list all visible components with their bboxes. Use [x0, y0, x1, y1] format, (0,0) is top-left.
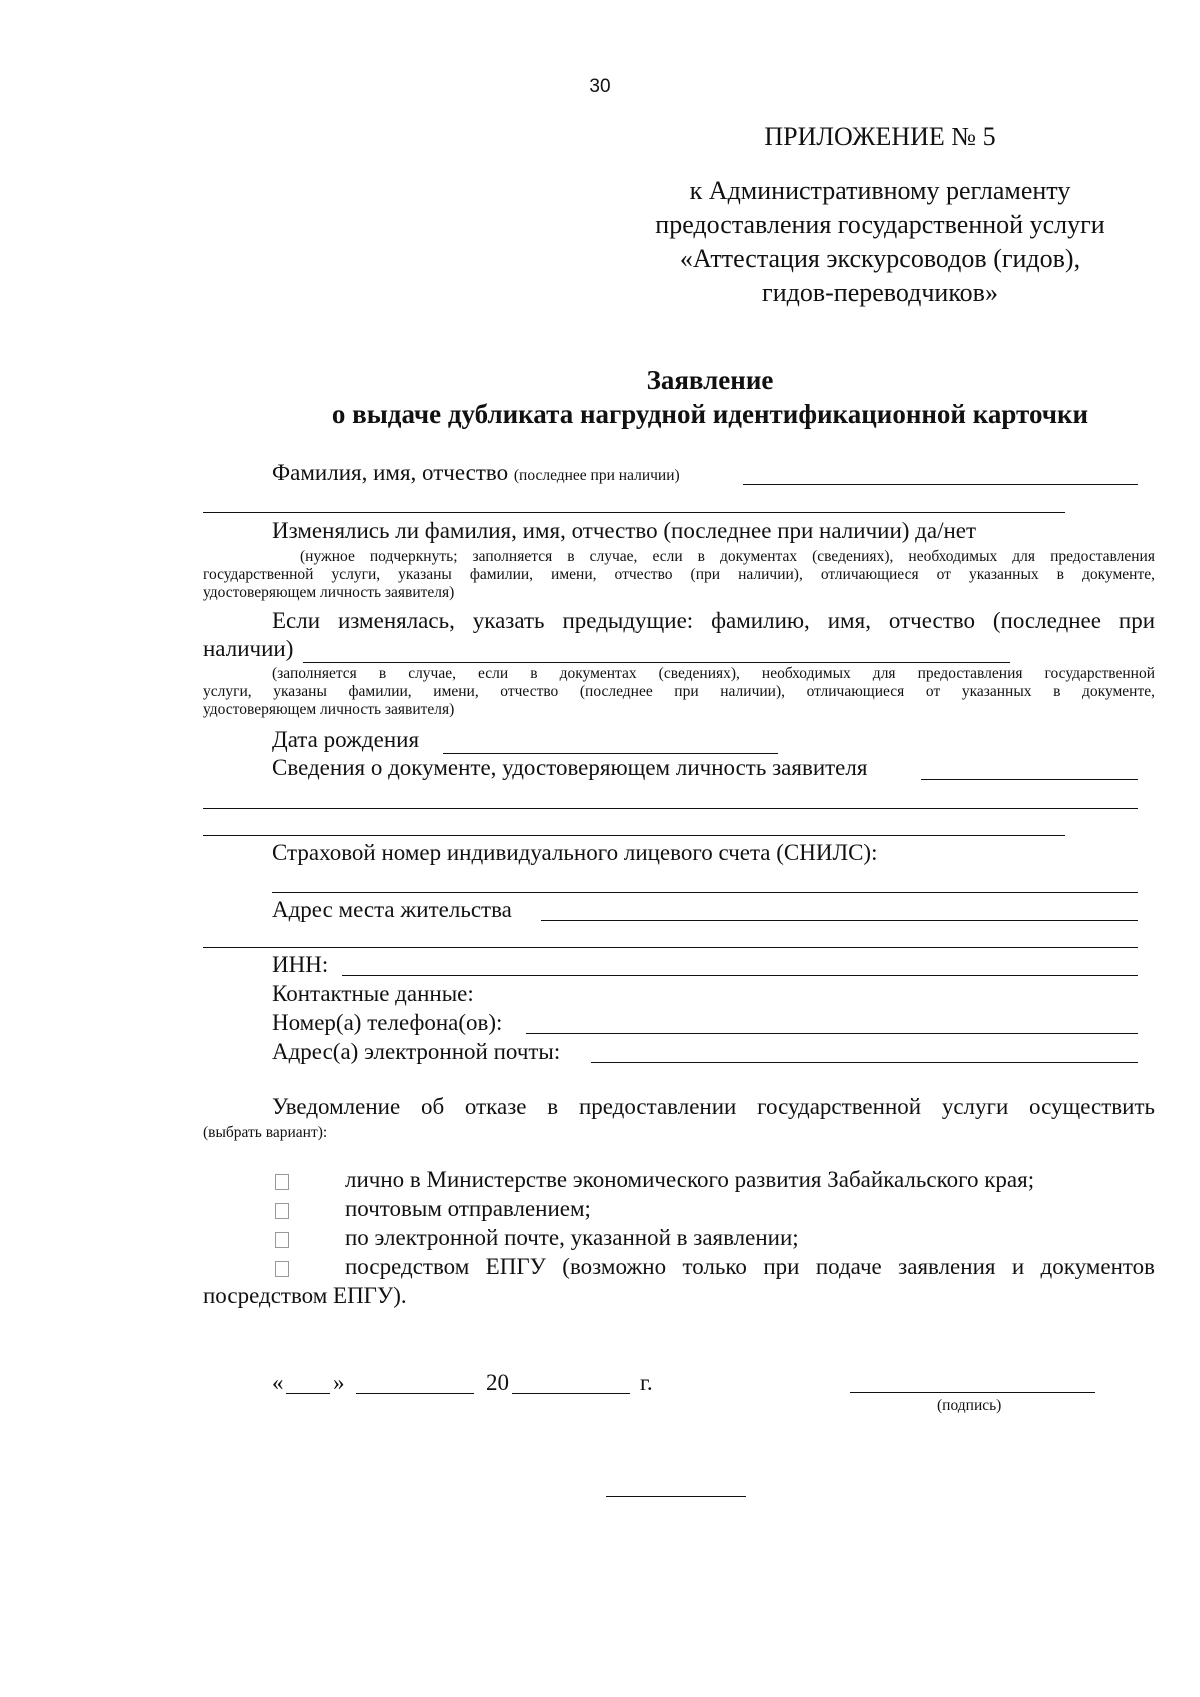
date-year-line[interactable] [512, 1393, 630, 1394]
option-4-label-cont: посредством ЕПГУ). [203, 1283, 407, 1308]
contacts-label: Контактные данные: [272, 981, 474, 1006]
signature-caption: (подпись) [937, 1397, 1002, 1414]
bottom-separator [606, 1496, 746, 1497]
date-year-suffix: г. [640, 1370, 653, 1395]
snils-input-line[interactable] [272, 892, 1138, 893]
snils-label: Страховой номер индивидуального лицевого счета (СНИЛС): [272, 840, 878, 865]
option-4-checkbox[interactable] [275, 1260, 289, 1278]
date-quote-close: » [333, 1370, 345, 1395]
signature-line[interactable] [850, 1392, 1095, 1393]
birth-date-input-line[interactable] [443, 753, 778, 754]
appendix-line-2: предоставления государственной услуги [655, 210, 1105, 239]
appendix-line-4: гидов-переводчиков» [762, 278, 998, 307]
doc-title: Заявление [646, 365, 774, 395]
email-label: Адрес(а) электронной почты: [272, 1039, 561, 1064]
prev-note-2: услуги, указаны фамилии, имени, отчество (последнее при наличии), отличающиеся от указанных в документе, [203, 683, 1155, 700]
prev-note-1: (заполняется в случае, если в документах (сведениях), необходимых для предоставления государственной [272, 665, 1155, 682]
email-input-line[interactable] [591, 1062, 1138, 1063]
prev-note-3: удостоверяющем личность заявителя) [203, 701, 455, 718]
notice-hint: (выбрать вариант): [203, 1124, 328, 1141]
prev-fio-line-2: наличии) [203, 636, 294, 661]
checkbox-icon [275, 1261, 289, 1277]
phone-input-line[interactable] [526, 1033, 1138, 1034]
option-4-label: посредством ЕПГУ (возможно только при подаче заявления и документов [345, 1254, 1155, 1279]
prev-fio-line-1: Если изменялась, указать предыдущие: фамилию, имя, отчество (последнее при [272, 608, 1155, 633]
id-document-input-line-3[interactable] [203, 835, 1065, 836]
birth-date-label: Дата рождения [272, 727, 420, 752]
date-year-prefix: 20 [486, 1370, 509, 1395]
checkbox-icon [275, 1232, 289, 1248]
option-1-label: лично в Министерстве экономического развития Забайкальского края; [345, 1167, 1035, 1192]
option-2-checkbox[interactable] [275, 1202, 289, 1220]
fio-note: (последнее при наличии) [513, 467, 680, 484]
id-document-input-line[interactable] [921, 779, 1138, 780]
fio-field [272, 460, 680, 486]
appendix-title: ПРИЛОЖЕНИЕ № 5 [764, 122, 996, 151]
page-number: 30 [589, 76, 611, 97]
option-3-label: по электронной почте, указанной в заявлении; [345, 1225, 799, 1250]
changed-note-1: (нужное подчеркнуть; заполняется в случае, если в документах (сведениях), необходимых для предоставления [300, 548, 1155, 565]
address-input-line-2[interactable] [203, 947, 1138, 948]
phone-label: Номер(а) телефона(ов): [272, 1010, 503, 1035]
checkbox-icon [275, 1174, 289, 1190]
id-document-input-line-2[interactable] [203, 808, 1138, 809]
fio-input-line[interactable] [743, 484, 1138, 485]
inn-input-line[interactable] [342, 975, 1138, 976]
fio-input-line-2[interactable] [203, 512, 1065, 513]
address-input-line[interactable] [541, 920, 1138, 921]
date-day-line[interactable] [286, 1393, 330, 1394]
fio-label: Фамилия, имя, отчество [272, 460, 509, 485]
changed-note-3: удостоверяющем личность заявителя) [203, 584, 455, 601]
date-month-line[interactable] [356, 1393, 474, 1394]
changed-note-2: государственной услуги, указаны фамилии, имени, отчество (при наличии), отличающиеся от указанных в документе, [203, 566, 1155, 583]
option-2-label: почтовым отправлением; [345, 1196, 591, 1221]
option-3-checkbox[interactable] [275, 1231, 289, 1249]
doc-subtitle: о выдаче дубликата нагрудной идентификационной карточки [331, 399, 1089, 429]
appendix-line-3: «Аттестация экскурсоводов (гидов), [679, 244, 1081, 273]
checkbox-icon [275, 1203, 289, 1219]
inn-label: ИНН: [272, 952, 329, 977]
id-document-label: Сведения о документе, удостоверяющем личность заявителя [272, 755, 868, 780]
changed-question: Изменялись ли фамилия, имя, отчество (последнее при наличии) да/нет [272, 518, 977, 543]
option-1-checkbox[interactable] [275, 1173, 289, 1191]
address-label: Адрес места жительства [272, 897, 512, 922]
date-quote-open: « [272, 1370, 284, 1395]
prev-fio-input-line[interactable] [303, 662, 1010, 663]
appendix-line-1: к Административному регламенту [689, 176, 1071, 205]
notice-line-1: Уведомление об отказе в предоставлении государственной услуги осуществить [272, 1094, 1155, 1119]
